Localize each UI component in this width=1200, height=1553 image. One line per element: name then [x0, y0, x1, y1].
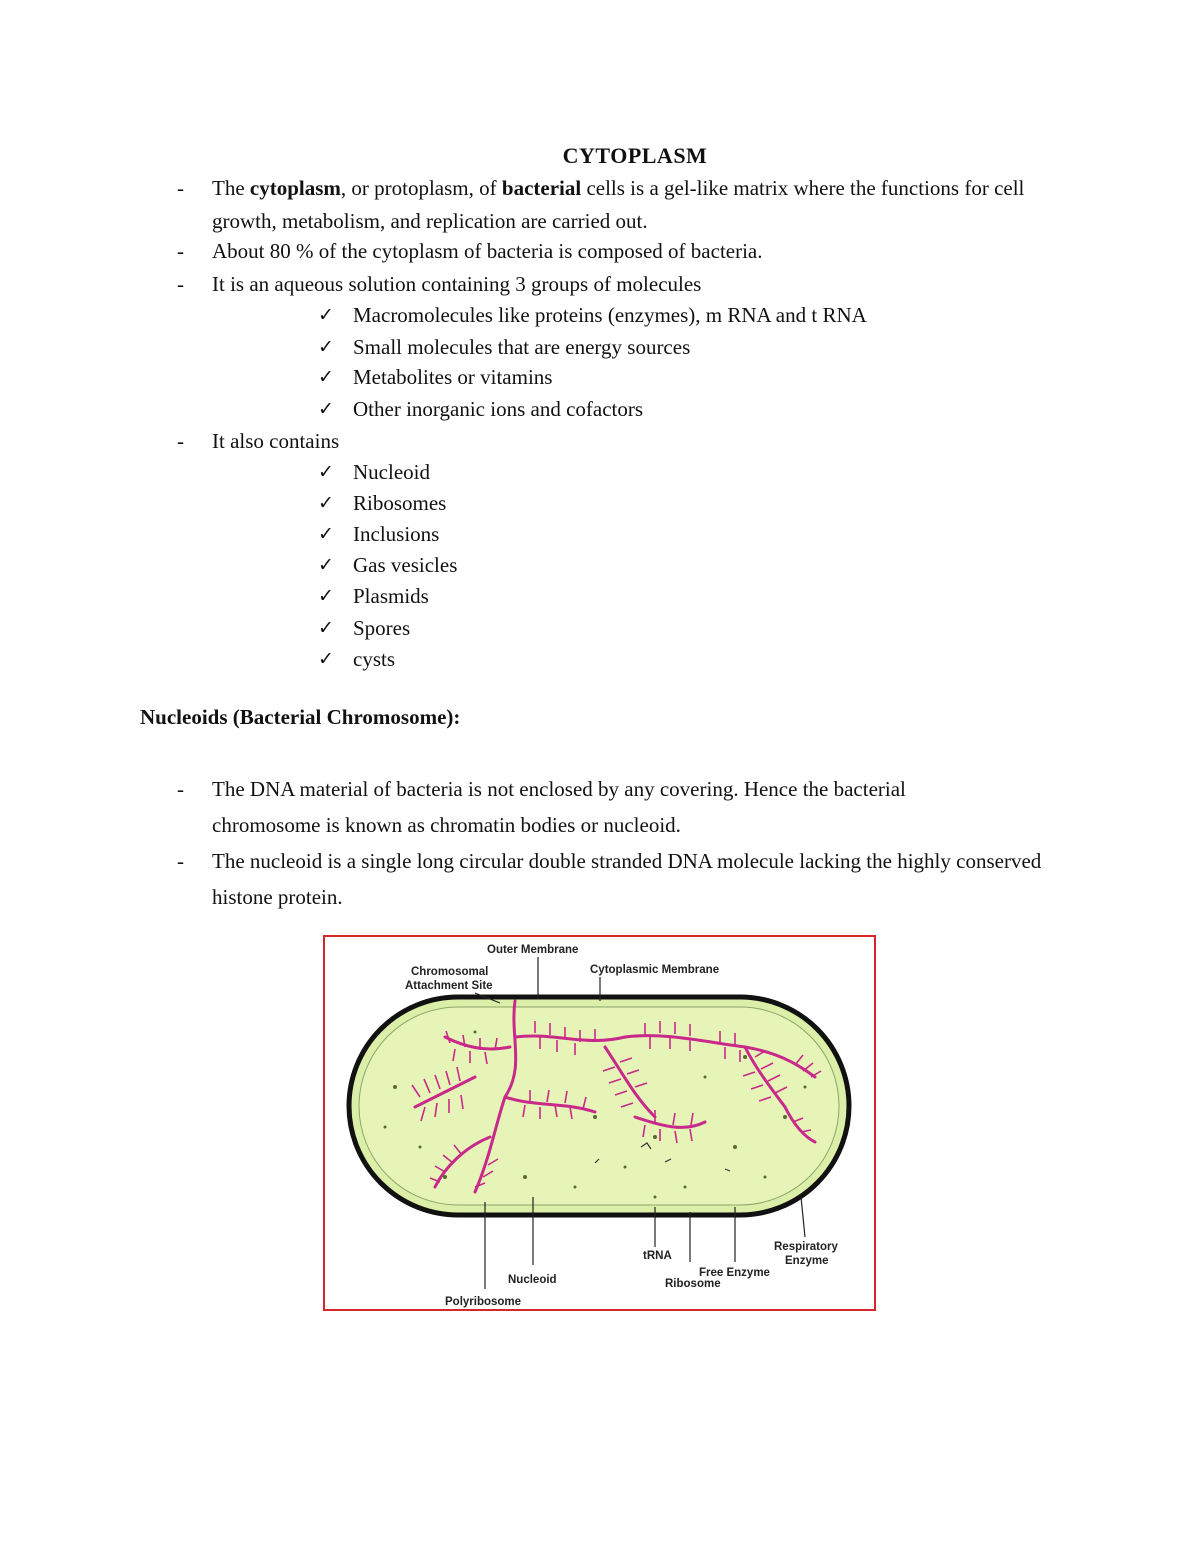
checkmark-icon: ✓: [318, 336, 334, 358]
checkmark-icon: ✓: [318, 617, 334, 639]
check-item: [318, 394, 643, 425]
check-item: [318, 300, 867, 331]
label-outer-membrane: Outer Membrane: [487, 944, 579, 956]
label-ribosome: Ribosome: [665, 1278, 721, 1290]
label-cytoplasmic-membrane: Cytoplasmic Membrane: [590, 964, 720, 976]
cytoplasm-shape: [359, 1007, 839, 1205]
checkmark-icon: ✓: [318, 304, 334, 326]
checkmark-icon: ✓: [318, 492, 334, 514]
check-item: [318, 519, 439, 550]
check-item: [318, 550, 457, 581]
check-item-text: Spores: [353, 616, 411, 640]
bullet-text: The nucleoid is a single long circular double stranded DNA molecule lacking the highly conserved histone protein.: [212, 849, 1042, 909]
page-title: CYTOPLASM: [562, 143, 708, 168]
checkmark-icon: ✓: [318, 648, 334, 670]
bullet-circular-dna: [177, 843, 1077, 915]
bacterial-cell-diagram: [323, 935, 876, 1311]
bullet-text: It also contains: [212, 429, 340, 453]
check-item: [318, 332, 690, 363]
check-item-text: Macromolecules like proteins (enzymes), m RNA and t RNA: [353, 303, 867, 327]
dash-marker: -: [177, 176, 184, 200]
diagram-svg: [325, 937, 874, 1309]
check-item: [318, 362, 552, 393]
dash-marker: -: [177, 849, 184, 873]
text-run: , or protoplasm, of: [340, 176, 502, 200]
checkmark-icon: ✓: [318, 398, 334, 420]
label-chromosomal-attachment-2: Attachment Site: [405, 980, 493, 992]
check-item-text: Metabolites or vitamins: [353, 365, 553, 389]
check-item-text: Other inorganic ions and cofactors: [353, 397, 644, 421]
checkmark-icon: ✓: [318, 366, 334, 388]
bullet-dna-material: [177, 771, 1077, 843]
label-respiratory-2: Enzyme: [785, 1255, 829, 1267]
check-item-text: Gas vesicles: [353, 553, 458, 577]
bullet-also-contains: [177, 425, 1077, 458]
bullet-text: It is an aqueous solution containing 3 groups of molecules: [212, 272, 702, 296]
label-nucleoid: Nucleoid: [508, 1274, 557, 1286]
checkmark-icon: ✓: [318, 585, 334, 607]
check-item: [318, 581, 429, 612]
checkmark-icon: ✓: [318, 523, 334, 545]
checkmark-icon: ✓: [318, 461, 334, 483]
check-item: [318, 488, 446, 519]
bullet-text: About 80 % of the cytoplasm of bacteria is composed of bacteria.: [212, 239, 763, 263]
check-item-text: Nucleoid: [353, 460, 430, 484]
section-heading-nucleoids: Nucleoids (Bacterial Chromosome):: [140, 705, 461, 729]
check-item: [318, 457, 430, 488]
check-item: [318, 613, 410, 644]
check-item-text: cysts: [353, 647, 395, 671]
label-polyribosome: Polyribosome: [445, 1296, 522, 1308]
dash-marker: -: [177, 239, 184, 263]
check-item: [318, 644, 395, 675]
dash-marker: -: [177, 429, 184, 453]
bullet-composition: [177, 235, 1077, 268]
check-item-text: Plasmids: [353, 584, 429, 608]
bold-term-bacterial: bacterial: [501, 176, 582, 200]
bullet-text: The DNA material of bacteria is not enclosed by any covering. Hence the bacterial chromosome is known as chromatin bodies or nucleoid.: [212, 777, 906, 837]
bullet-text: [212, 172, 1077, 238]
text-run: The: [212, 176, 250, 200]
dash-marker: -: [177, 272, 184, 296]
text-run: cells is a gel-like matrix where the functions for cell growth, metabolism, and replication are carried out.: [212, 176, 1025, 233]
bold-term-cytoplasm: cytoplasm: [249, 176, 341, 200]
checkmark-icon: ✓: [318, 554, 334, 576]
label-free-enzyme: Free Enzyme: [699, 1267, 770, 1279]
check-item-text: Ribosomes: [353, 491, 447, 515]
bullet-cytoplasm-definition: [177, 172, 1077, 238]
dash-marker: -: [177, 777, 184, 801]
label-trna: tRNA: [643, 1250, 672, 1262]
label-chromosomal-attachment-1: Chromosomal: [411, 966, 489, 978]
bullet-aqueous-solution: [177, 268, 1077, 301]
check-item-text: Small molecules that are energy sources: [353, 335, 691, 359]
check-item-text: Inclusions: [353, 522, 440, 546]
label-respiratory-1: Respiratory: [774, 1241, 838, 1253]
